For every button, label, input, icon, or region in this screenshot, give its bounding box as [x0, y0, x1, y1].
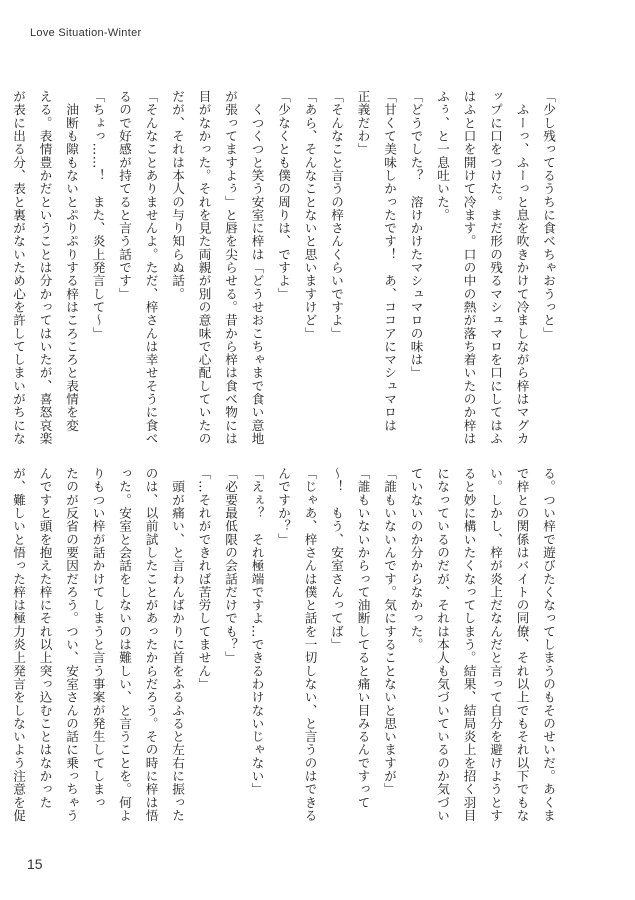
- text-line: ていないのか分からなかった。: [408, 467, 424, 652]
- text-line: はふと口を開けて冷ます。口の中の熱が落ち着いたのか梓は: [461, 90, 477, 446]
- text-line: 「…それができれば苦労してません」: [196, 467, 212, 691]
- text-line: 「少なくとも僕の周りは、ですよ」: [276, 90, 291, 301]
- text-line: んですと頭を抱えた梓にそれ以上突っ込むことはなかった: [37, 467, 53, 809]
- text-line: 「ちょっ……！ また、炎上発言して～」: [90, 90, 106, 340]
- text-line: が、難しいと悟った梓は極力炎上発言をしないよう注意を促: [11, 467, 26, 823]
- text-line: 目がなかった。それを見た両親が別の意味で心配していたの: [196, 90, 212, 446]
- text-line: 頭が痛い、と言わんばかりに首をふるふると左右に振った: [170, 467, 185, 823]
- text-line: 油断も隙もないとぷりぷりする梓はころころと表情を変: [64, 90, 79, 432]
- text-line: 正義だわ」: [355, 90, 371, 156]
- text-line: くつくつと笑う安室に梓は「どうせおこちゃまで食い意地: [249, 90, 265, 446]
- text-line: る。つい梓で遊びたくなってしまうのもそのせいだ。あくま: [541, 467, 556, 823]
- text-block-upper: [11, 90, 561, 450]
- text-line: ップに口をつけた。まだ形の残るマシュマロを口にしてはふ: [488, 90, 503, 446]
- text-line: が表に出る分、表と裏がないため心を許してしまいがちにな: [11, 90, 26, 446]
- page-number: 15: [27, 856, 43, 872]
- text-line: 「そんなことありませんよ。ただ、梓さんは幸せそうに食べ: [143, 90, 159, 446]
- text-line: るので好感が持てると言う話です」: [117, 90, 132, 301]
- text-line: ～！ もう、安室さんってば」: [329, 467, 344, 652]
- text-line: い。しかし、梓が炎上だなんだと言って自分を避けようとす: [488, 467, 503, 823]
- text-line: で梓との関係はバイトの同僚、それ以上でもそれ以下でもな: [514, 467, 530, 823]
- text-line: になっているのだが、それは本人も気づいているのか気づい: [435, 467, 450, 823]
- text-line: 「少し残ってるうちに食べちゃおうっと」: [541, 90, 556, 340]
- text-line: のは、以前試したことがあったからだろう。その時に梓は悟: [143, 467, 159, 823]
- text-line: 「必要最低限の会話だけでも？」: [223, 467, 238, 665]
- text-line: 「じゃあ、梓さんは僕と話を一切しない、と言うのはできる: [302, 467, 318, 823]
- text-line: 「甘くて美味しかったです！ あ、ココアにマシュマロは: [382, 90, 397, 432]
- text-line: 「えぇ？ それ極端ですよ…できるわけないじゃない」: [249, 467, 265, 796]
- text-line: える。表情豊かだということは分かってはいたが、喜怒哀楽: [37, 90, 53, 446]
- text-line: ふーっ、ふーっと息を吹きかけて冷ましながら梓はマグカ: [514, 90, 530, 446]
- text-line: 「誰もいないからって油断してると痛い目みるんですって: [355, 467, 371, 809]
- text-line: たのが反省の要因だろう。つい、安室さんの話に乗っちゃう: [64, 467, 79, 823]
- text-line: 「誰もいないんです。気にすることないと思いますが」: [382, 467, 397, 796]
- text-line: だが、それは本人の与り知らぬ話。: [170, 90, 185, 301]
- text-line: 「そんなこと言うの梓さんくらいですよ」: [329, 90, 344, 340]
- text-line: りもつい梓が話かけてしまうと言う事案が発生してしまっ: [90, 467, 106, 809]
- text-line: った。安室と会話をしないのは難しい、と言うことを。何よ: [117, 467, 132, 823]
- text-block-lower: [11, 467, 561, 827]
- running-header: Love Situation-Winter: [30, 27, 142, 39]
- text-line: 「あら、そんなことないと思いますけど」: [302, 90, 318, 340]
- text-line: が張ってますよぅ」と唇を尖らせる。昔から梓は食べ物には: [223, 90, 238, 446]
- text-line: ふぅ、と一息吐いた。: [435, 90, 450, 222]
- text-line: んですか？」: [276, 467, 291, 546]
- text-line: 「どうでした？ 溶けかけたマシュマロの味は」: [408, 90, 424, 380]
- text-line: ると妙に構いたくなってしまう。結果、結局炎上を招く羽目: [461, 467, 477, 823]
